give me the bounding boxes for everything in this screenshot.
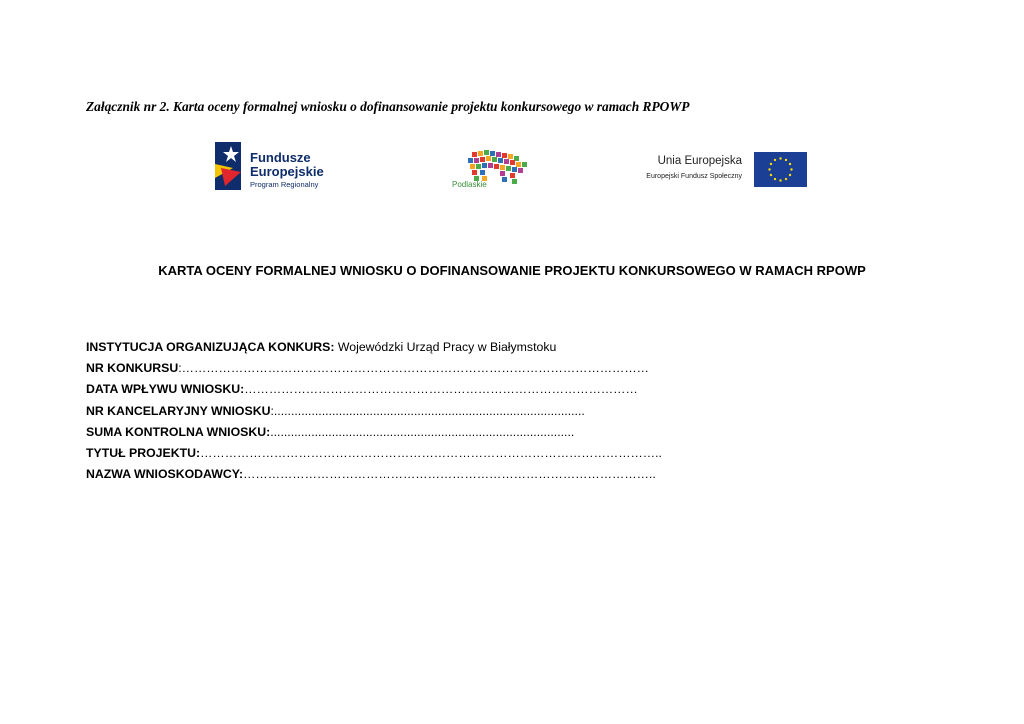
field-project-title [86, 446, 662, 467]
logo-bar [190, 122, 834, 214]
eu-star-icon [770, 174, 772, 176]
field-checksum [86, 425, 662, 446]
podlaskie-label: Podlaskie [452, 180, 487, 189]
field-institution [86, 340, 662, 361]
field-label: INSTYTUCJA ORGANIZUJĄCA KONKURS: [86, 340, 335, 354]
eu-star-icon [785, 159, 787, 161]
field-value: ……………………………………………………………………………………….. [243, 467, 656, 482]
eu-star-icon [779, 157, 781, 159]
field-value: :........................................................................................... [270, 403, 585, 418]
field-value: ………………………………………………………………………………………………….. [200, 445, 662, 460]
field-office-number [86, 404, 662, 425]
field-label: NR KANCELARYJNY WNIOSKU [86, 403, 271, 418]
ue-text [629, 156, 742, 180]
field-label: NAZWA WNIOSKODAWCY: [86, 467, 244, 482]
eu-star-icon [774, 178, 776, 180]
annex-title: Załącznik nr 2. Karta oceny formalnej wniosku o dofinansowanie projektu konkursowego w ramach RPOWP [86, 99, 690, 114]
eu-star-icon [779, 179, 781, 181]
podlaskie-logo [450, 148, 530, 193]
main-title: KARTA OCENY FORMALNEJ WNIOSKU O DOFINANSOWANIE PROJEKTU KONKURSOWEGO W RAMACH RPOWP [158, 263, 866, 278]
field-label: SUMA KONTROLNA WNIOSKU: [86, 424, 271, 439]
field-label: TYTUŁ PROJEKTU: [86, 445, 201, 460]
field-applicant-name [86, 467, 662, 488]
ue-line2: Europejski Fundusz Społeczny [646, 172, 742, 180]
field-value: :…………………………………………………………………………………………………… [178, 361, 649, 376]
ue-line1: Unia Europejska [657, 155, 742, 167]
eu-star-icon [789, 174, 791, 176]
fields-list [86, 340, 662, 488]
field-label: NR KONKURSU [86, 361, 179, 376]
eu-star-icon [774, 159, 776, 161]
eu-star-icon [790, 168, 792, 170]
fundusze-line2: Europejskie [250, 164, 324, 179]
fundusze-line3: Program Regionalny [250, 180, 319, 189]
eu-star-icon [785, 178, 787, 180]
field-value: Wojewódzki Urząd Pracy w Białymstoku [334, 340, 557, 354]
field-competition-number [86, 361, 662, 382]
eu-star-icon [789, 163, 791, 165]
fundusze-europejskie-logo [215, 142, 385, 192]
eu-star-icon [770, 163, 772, 165]
field-receipt-date [86, 382, 662, 403]
field-value: …………………………………………………………………………………… [244, 382, 638, 397]
field-value: ......................................................................................... [270, 424, 575, 439]
eu-star-icon [768, 168, 770, 170]
eu-flag-icon [754, 152, 807, 187]
fundusze-line1: Fundusze [250, 150, 311, 165]
field-label: DATA WPŁYWU WNIOSKU: [86, 382, 245, 397]
fundusze-europejskie-emblem-icon [215, 142, 241, 190]
